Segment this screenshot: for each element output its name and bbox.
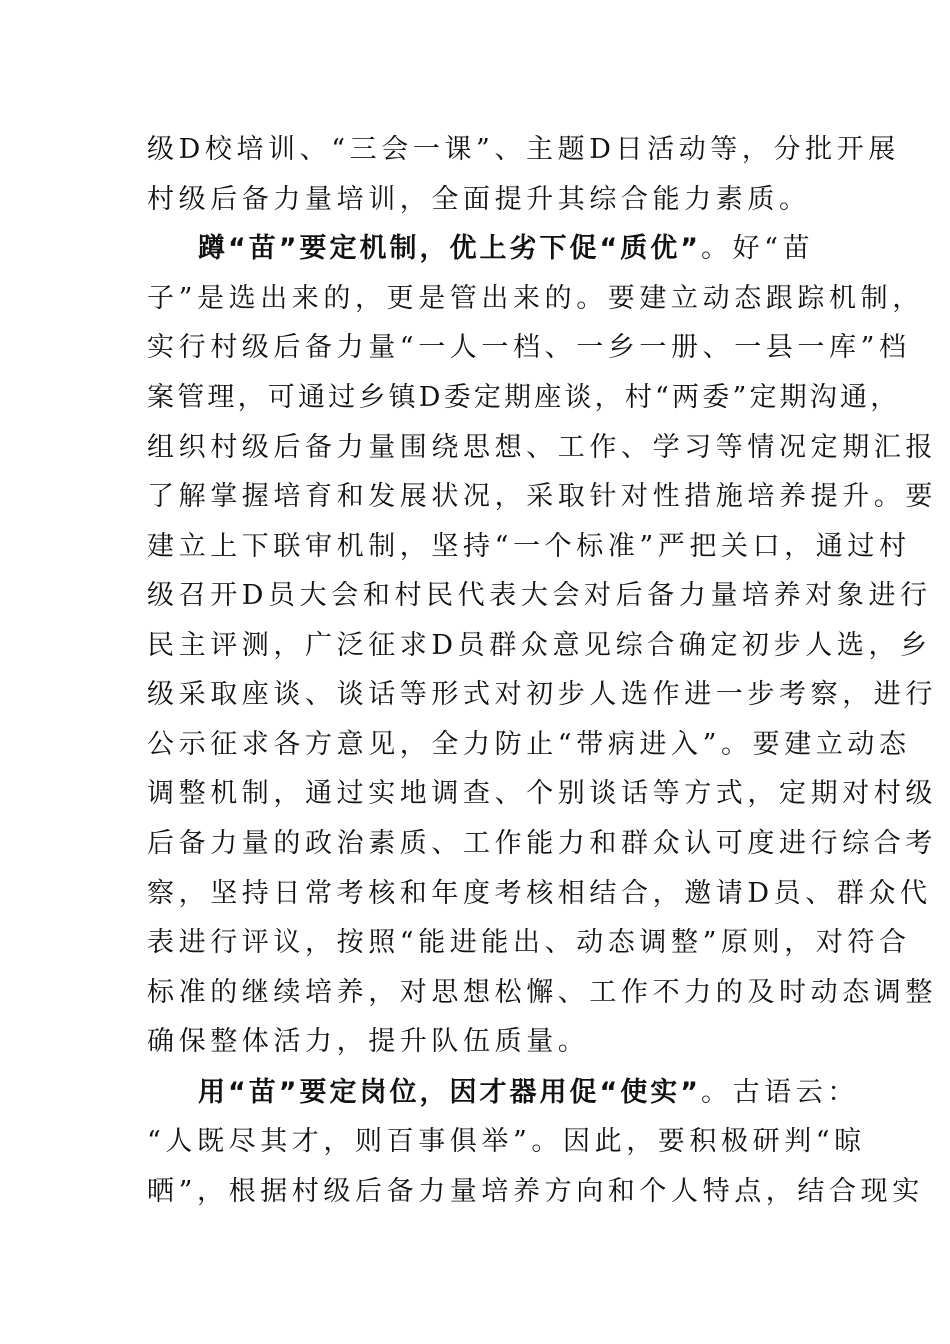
body-line: 村级后备力量培训，全面提升其综合能力素质。 bbox=[147, 184, 811, 215]
body-line: 建立上下联审机制，坚持“一个标准”严把关口，通过村 bbox=[147, 531, 911, 562]
body-line: 调整机制，通过实地调查、个别谈话等方式，定期对村级 bbox=[147, 778, 937, 809]
body-line: 标准的继续培养，对思想松懈、工作不力的及时动态调整 bbox=[147, 977, 937, 1008]
body-line: 子”是选出来的，更是管出来的。要建立动态跟踪机制， bbox=[147, 283, 924, 314]
body-line: 察，坚持日常考核和年度考核相结合，邀请D员、群众代 bbox=[147, 878, 932, 909]
body-line: 级采取座谈、谈话等形式对初步人选作进一步考察，进行 bbox=[147, 679, 937, 710]
body-line: 后备力量的政治素质、工作能力和群众认可度进行综合考 bbox=[147, 828, 937, 859]
body-text: 。古语云： bbox=[700, 1077, 859, 1108]
paragraph-heading-line bbox=[198, 1073, 859, 1113]
body-line: 民主评测，广泛征求D员群众意见综合确定初步人选，乡 bbox=[147, 630, 932, 661]
body-line: 组织村级后备力量围绕思想、工作、学习等情况定期汇报 bbox=[147, 432, 937, 463]
paragraph-heading: 用“苗”要定岗位，因才器用促“使实” bbox=[198, 1077, 701, 1108]
body-text: 。好“苗 bbox=[700, 233, 815, 264]
body-line: 晒”，根据村级后备力量培养方向和个人特点，结合现实 bbox=[147, 1176, 924, 1207]
body-line: 了解掌握培育和发展状况，采取针对性措施培养提升。要 bbox=[147, 481, 937, 512]
body-line: 确保整体活力，提升队伍质量。 bbox=[147, 1026, 590, 1057]
paragraph-heading-line bbox=[198, 229, 828, 269]
paragraph-heading: 蹲“苗”要定机制，优上劣下促“质优” bbox=[198, 233, 701, 264]
body-line: 公示征求各方意见，全力防止“带病进入”。要建立动态 bbox=[147, 729, 911, 760]
body-line: 实行村级后备力量“一人一档、一乡一册、一县一库”档 bbox=[147, 332, 911, 363]
body-line: 案管理，可通过乡镇D委定期座谈，村“两委”定期沟通， bbox=[147, 382, 901, 413]
body-line: 级召开D员大会和村民代表大会对后备力量培养对象进行 bbox=[147, 580, 932, 611]
body-line: 表进行评议，按照“能进能出、动态调整”原则，对符合 bbox=[147, 927, 911, 958]
body-line: “人既尽其才，则百事俱举”。因此，要积极研判“晾 bbox=[147, 1126, 866, 1157]
body-line: 级D校培训、“三会一课”、主题D日活动等，分批开展 bbox=[147, 134, 900, 165]
